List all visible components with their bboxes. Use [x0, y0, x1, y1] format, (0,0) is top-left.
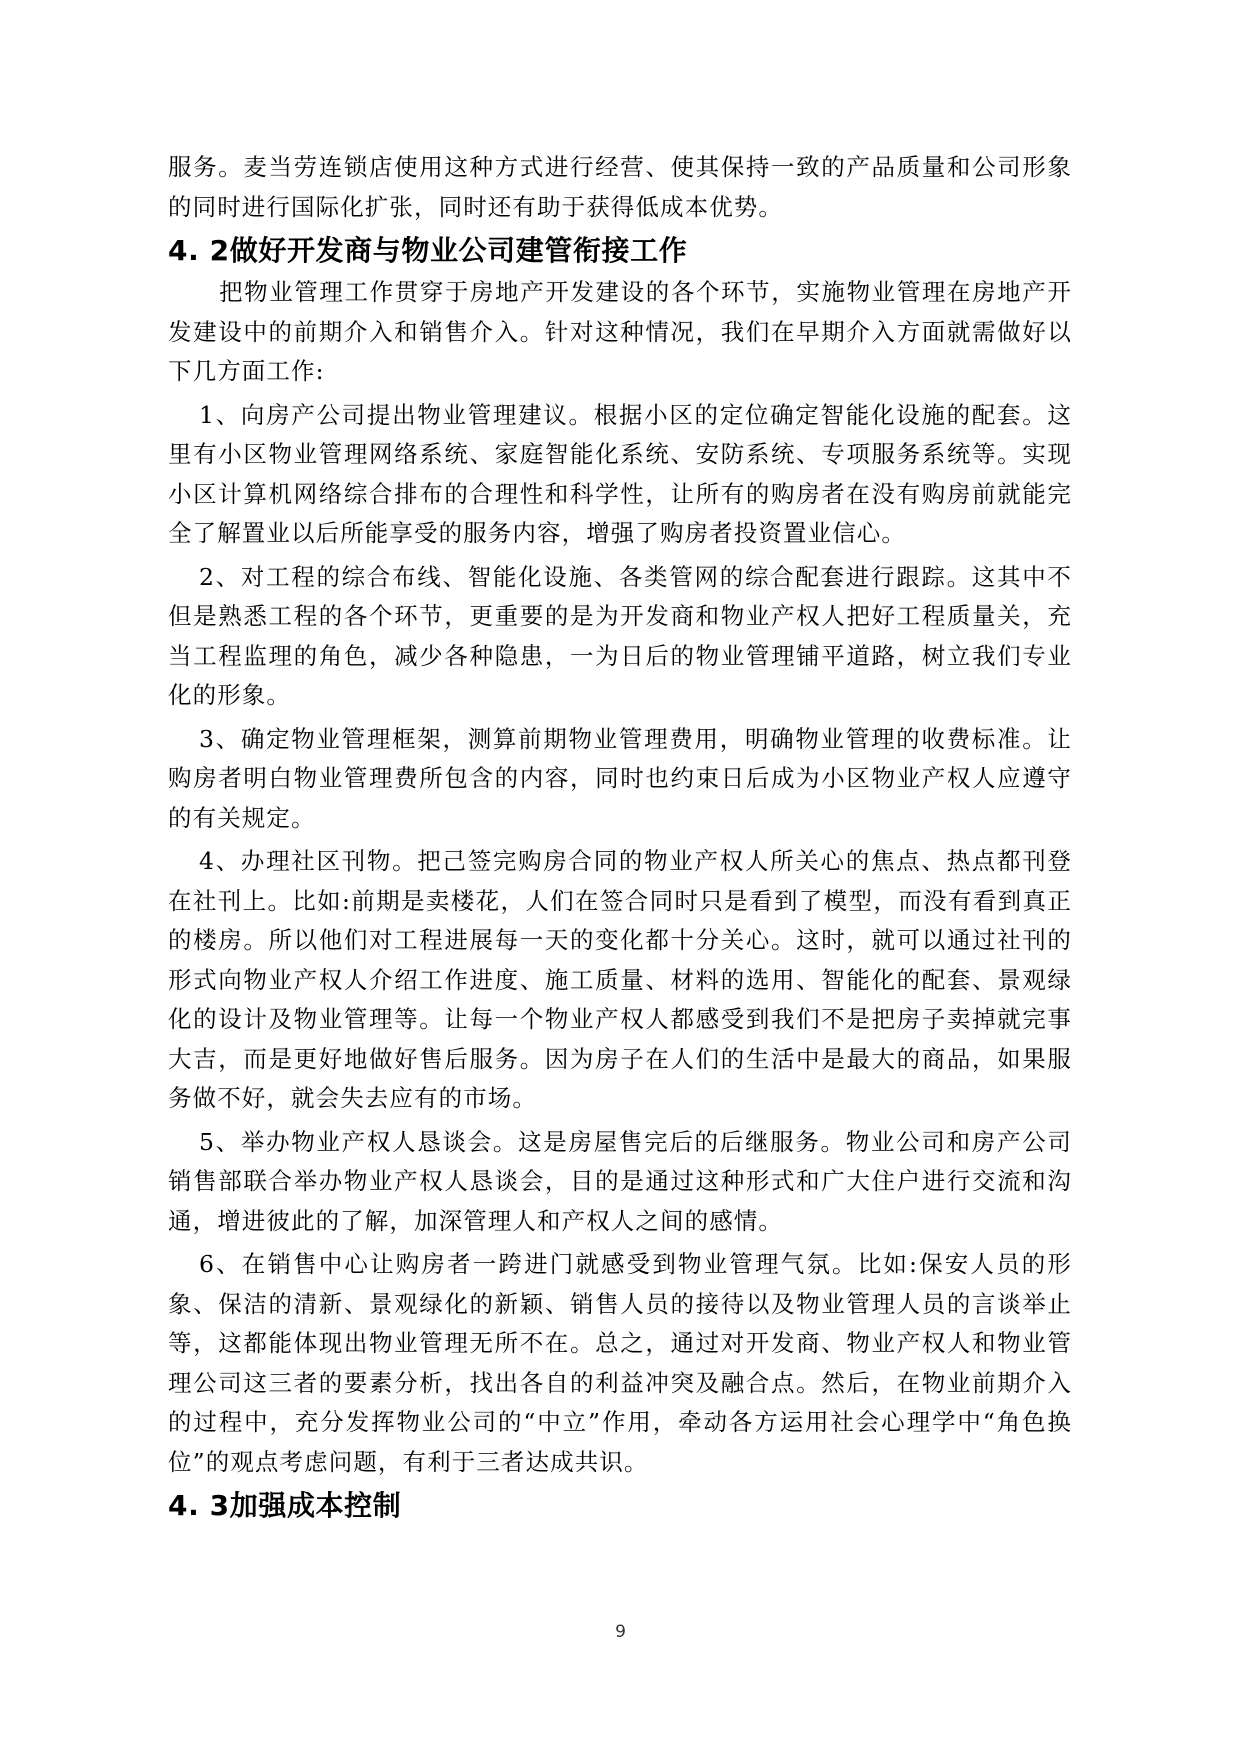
page-number: 9	[615, 1622, 626, 1642]
page-content	[168, 148, 1072, 1526]
section-heading-4-2: 4. 2做好开发商与物业公司建管衔接工作	[168, 234, 688, 267]
section-4-2-intro: 把物业管理工作贯穿于房地产开发建设的各个环节，实施物业管理在房地产开发建设中的前期介入和销售介入。针对这种情况，我们在早期介入方面就需做好以下几方面工作:	[168, 278, 1072, 385]
list-item-2: 2、对工程的综合布线、智能化设施、各类管网的综合配套进行跟踪。这其中不但是熟悉工程的各个环节，更重要的是为开发商和物业产权人把好工程质量关，充当工程监理的角色，减少各种隐患，一为日后的物业管理铺平道路，树立我们专业化的形象。	[168, 562, 1072, 709]
section-heading-4-3: 4. 3加强成本控制	[168, 1489, 402, 1522]
list-item-5: 5、举办物业产权人恳谈会。这是房屋售完后的后继服务。物业公司和房产公司销售部联合举办物业产权人恳谈会，目的是通过这种形式和广大住户进行交流和沟通，增进彼此的了解，加深管理人和产权人之间的感情。	[168, 1127, 1072, 1235]
list-item-6: 6、在销售中心让购房者一跨进门就感受到物业管理气氛。比如:保安人员的形象、保洁的清新、景观绿化的新颖、销售人员的接待以及物业管理人员的言谈举止等，这都能体现出物业管理无所不在。总之，通过对开发商、物业产权人和物业管理公司这三者的要素分析，找出各自的利益冲突及融合点。然后，在物业前期介入的过程中，充分发挥物业公司的“中立”作用，牵动各方运用社会心理学中“角色换位”的观点考虑问题，有利于三者达成共识。	[168, 1250, 1072, 1476]
list-item-4: 4、办理社区刊物。把己签完购房合同的物业产权人所关心的焦点、热点都刊登在社刊上。比如:前期是卖楼花，人们在签合同时只是看到了模型，而没有看到真正的楼房。所以他们对工程进展每一天的变化都十分关心。这时，就可以通过社刊的形式向物业产权人介绍工作进度、施工质量、材料的选用、智能化的配套、景观绿化的设计及物业管理等。让每一个物业产权人都感受到我们不是把房子卖掉就完事大吉，而是更好地做好售后服务。因为房子在人们的生活中是最大的商品，如果服务做不好，就会失去应有的市场。	[168, 847, 1072, 1112]
opening-paragraph: 服务。麦当劳连锁店使用这种方式进行经营、使其保持一致的产品质量和公司形象的同时进行国际化扩张，同时还有助于获得低成本优势。	[168, 153, 1072, 221]
list-item-1: 1、向房产公司提出物业管理建议。根据小区的定位确定智能化设施的配套。这里有小区物业管理网络系统、家庭智能化系统、安防系统、专项服务系统等。实现小区计算机网络综合排布的合理性和科学性，让所有的购房者在没有购房前就能完全了解置业以后所能享受的服务内容，增强了购房者投资置业信心。	[168, 400, 1072, 547]
list-item-3: 3、确定物业管理框架，测算前期物业管理费用，明确物业管理的收费标准。让购房者明白物业管理费所包含的内容，同时也约束日后成为小区物业产权人应遵守的有关规定。	[168, 724, 1072, 832]
